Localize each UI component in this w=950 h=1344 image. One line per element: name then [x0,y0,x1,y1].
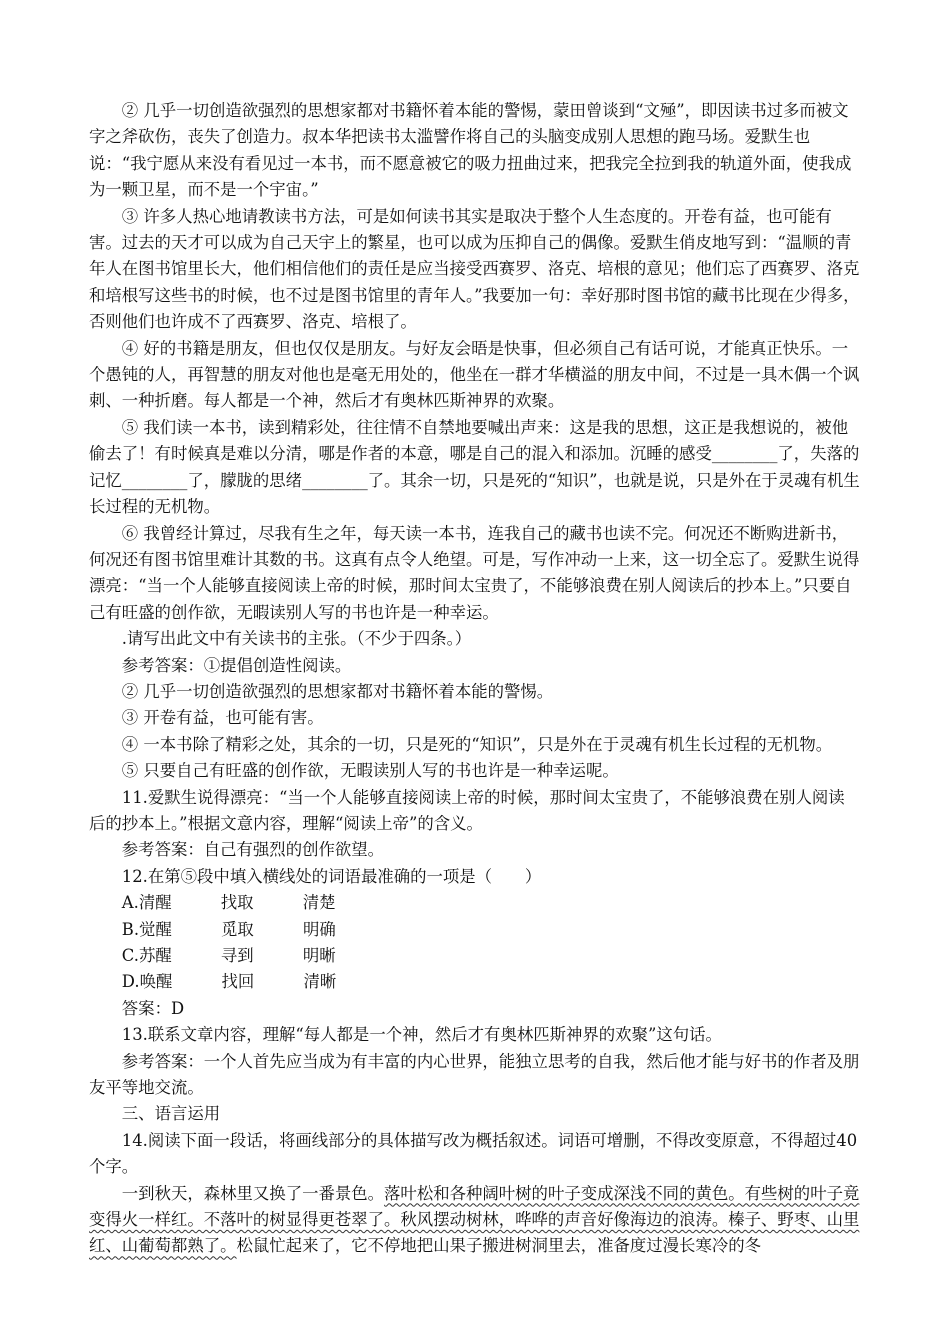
answer-10-line: 参考答案：①提倡创造性阅读。 [121,655,352,675]
paragraph-2: ② 几乎一切创造欲强烈的思想家都对书籍怀着本能的警惕，蒙田曾谈到“文殛”，即因读书过多而被文字之斧砍伤，丧失了创造力。叔本华把读书太滥譬作将自己的头脑变成别人思想的跑马场。爱默生也说：“我宁愿从来没有看见过一本书，而不愿意被它的吸力扭曲过来，把我完全拉到我的轨道外面，使我成为一颗卫星，而不是一个宇宙。” [89,101,852,200]
passage-plain-text: 一到秋天，森林里又换了一番景色。 [121,1183,385,1203]
option-a: A.清醒 找取 清楚 [121,893,336,913]
option-c: C.苏醒 寻到 明晰 [121,946,336,965]
paragraph-4: ④ 好的书籍是朋友，但也仅仅是朋友。与好友会晤是快事，但必须自己有话可说，才能真正快乐。一个愚钝的人，再智慧的朋友对他也是毫无用处的，他坐在一群才华横溢的朋友中间，不过是一具木偶一个讽刺、一种折磨。每人都是一个神，然后才有奥林匹斯神界的欢聚。 [89,338,860,411]
question-14-passage [89,1181,861,1260]
answer-10-line: ③ 开卷有益，也可能有害。 [121,708,324,728]
answer-13: 参考答案：一个人首先应当成为有丰富的内心世界，能独立思考的自我，然后他才能与好书的作者及朋友平等地交流。 [89,1051,860,1098]
paragraph-3: ③ 许多人热心地请教读书方法，可是如何读书其实是取决于整个人生态度的。开卷有益，也可能有害。过去的天才可以成为自己天宇上的繁星，也可以成为压抑自己的偶像。爱默生俏皮地写到：“温顺的青年人在图书馆里长大，他们相信他们的责任是应当接受西赛罗、洛克、培根的意见；他们忘了西赛罗、洛克和培根写这些书的时候，也不过是图书馆里的青年人。”我要加一句：幸好那时图书馆的藏书比现在少得多，否则他们也许成不了西赛罗、洛克、培根了。 [89,206,860,332]
question-11: 11.爱默生说得漂亮：“当一个人能够直接阅读上帝的时候，那时间太宝贵了，不能够浪费在别人阅读后的抄本上。”根据文意内容，理解“阅读上帝”的含义。 [89,787,845,833]
answer-10-line: ⑤ 只要自己有旺盛的创作欲，无暇读别人写的书也许是一种幸运呢。 [121,761,619,781]
answer-11: 参考答案：自己有强烈的创作欲望。 [121,840,385,860]
option-b: B.觉醒 觅取 明确 [121,919,336,939]
answer-12: 答案：D [121,998,185,1018]
answer-10-line: ② 几乎一切创造欲强烈的思想家都对书籍怀着本能的警惕。 [121,681,554,701]
underlined-text: 落叶松和各种阔叶树的叶子变成深浅不同的黄色。有些树的叶子竟变得火一样红。不落叶的树显得更苍翠了。秋风摆动树林，哗哗的声音好像海边的浪涛。榛子、野枣、山里红、山葡萄都熟了。 [89,1183,860,1256]
option-d: D.唤醒 找回 清晰 [121,972,337,992]
document-page [89,98,861,1260]
question-12: 12.在第⑤段中填入横线处的词语最准确的一项是（ ） [121,866,542,886]
section-heading: 三、语言运用 [121,1104,221,1124]
paragraph-5: ⑤ 我们读一本书，读到精彩处，往往情不自禁地要喊出声来：这是我的思想，这正是我想说的，被他偷去了！有时候真是难以分清，哪是作者的本意，哪是自己的混入和添加。沉睡的感受________了，失落的记忆________了，朦胧的思绪________了。其余一切，只是死的“知识”，也就是说，只是外在于灵魂有机生长过程的无机物。 [89,417,860,517]
question-14: 14.阅读下面一段话，将画线部分的具体描写改为概括叙述。词语可增删，不得改变原意，不得超过40个字。 [89,1130,858,1177]
paragraph-6: ⑥ 我曾经计算过，尽我有生之年，每天读一本书，连我自己的藏书也读不完。何况还不断购进新书，何况还有图书馆里难计其数的书。这真有点令人绝望。可是，写作冲动一上来，这一切全忘了。爱默生说得漂亮：“当一个人能够直接阅读上帝的时候，那时间太宝贵了，不能够浪费在别人阅读后的抄本上。”只要自己有旺盛的创作欲，无暇读别人写的书也许是一种幸运。 [89,523,860,622]
passage-tail-text: 松鼠忙起来了，它不停地把山果子搬进树洞里去，准备度过漫长寒冷的冬 [236,1236,762,1256]
question-10: .请写出此文中有关读书的主张。（不少于四条。） [121,629,472,649]
answer-10-line: ④ 一本书除了精彩之处，其余的一切，只是死的“知识”，只是外在于灵魂有机生长过程的无机物。 [121,734,833,754]
question-13: 13.联系文章内容，理解“每人都是一个神，然后才有奥林匹斯神界的欢聚”这句话。 [121,1025,722,1045]
